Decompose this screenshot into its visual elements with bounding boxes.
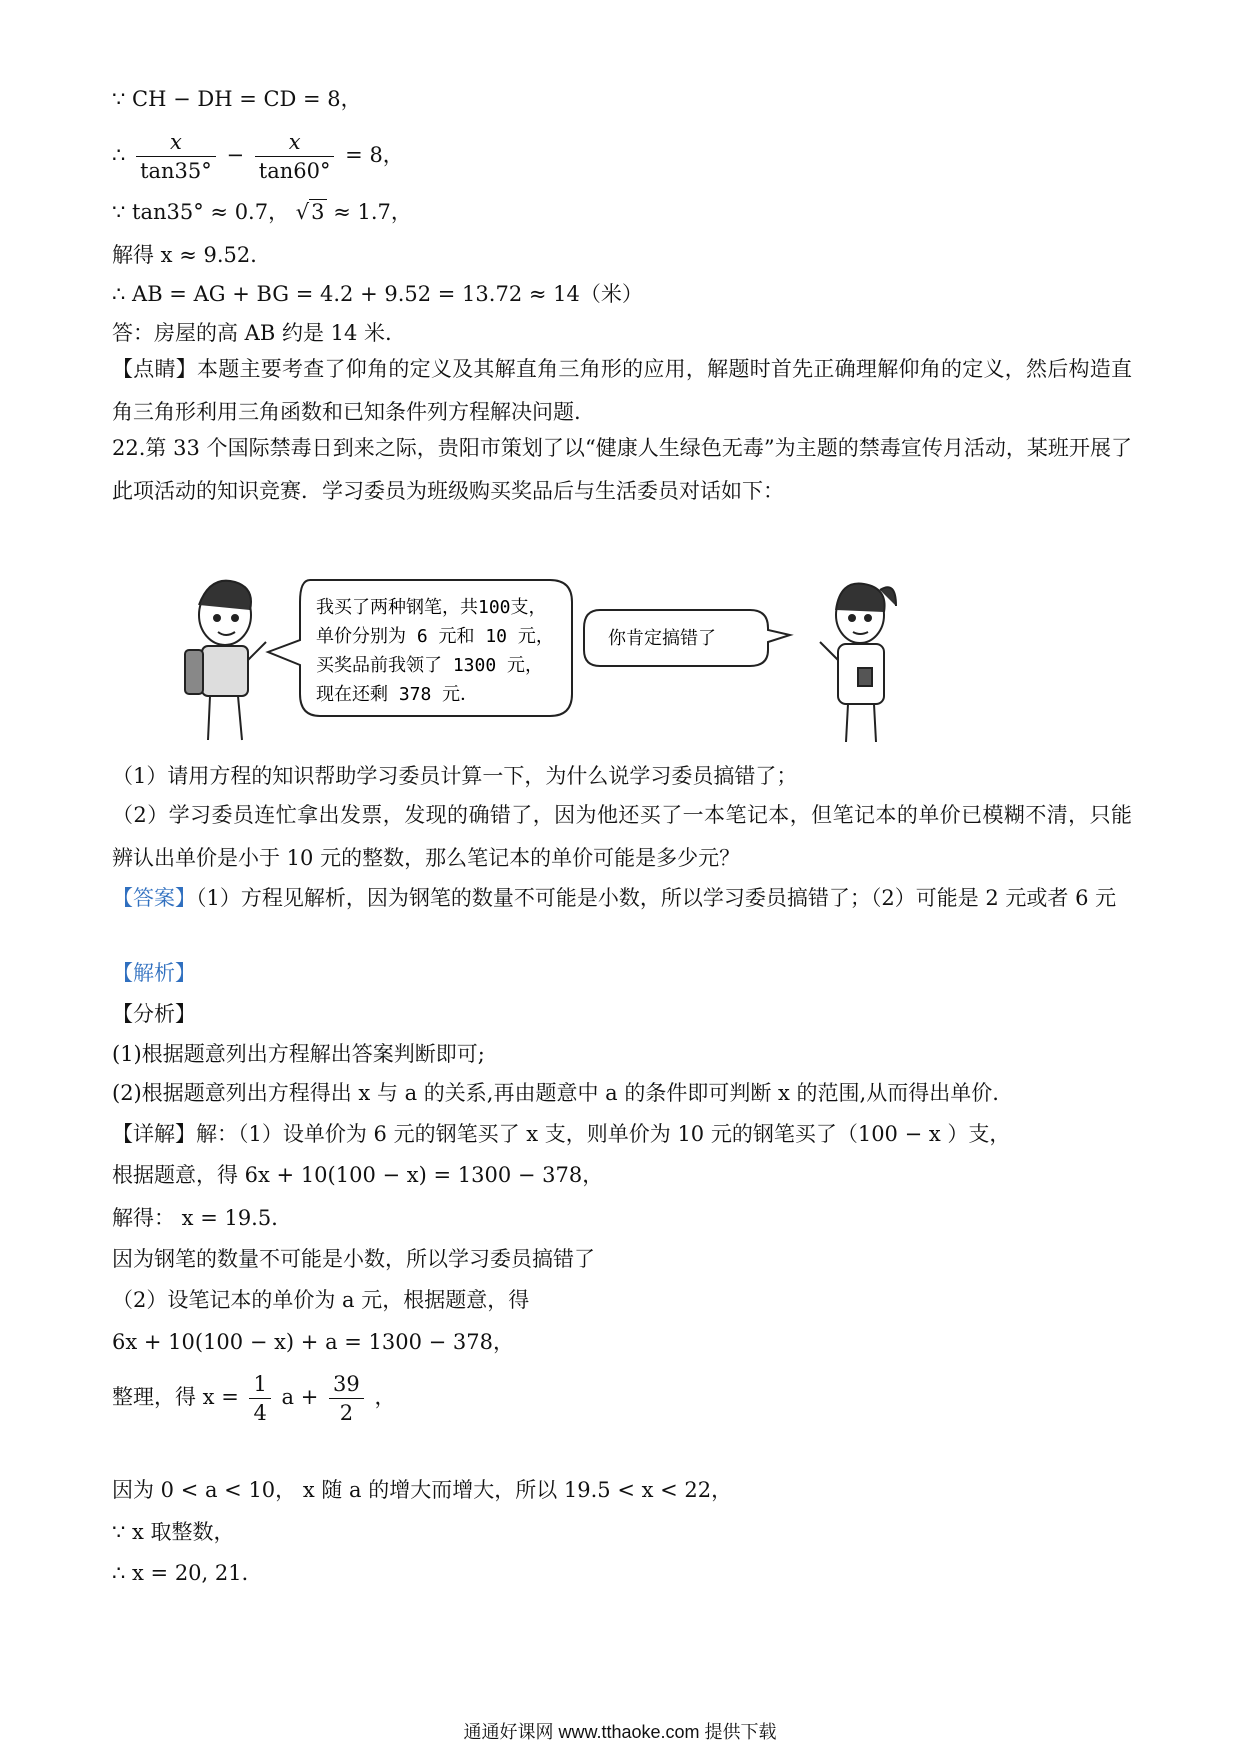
- question-22: 22.第 33 个国际禁毒日到来之际，贵阳市策划了以“健康人生绿色无毒”为主题的禁毒宣传月活动，某班开展了此项活动的知识竞赛．学习委员为班级购买奖品后与生活委员对话如下：: [112, 436, 1132, 503]
- fraction-numerator: 39: [329, 1370, 364, 1399]
- solution-step-1: 根据题意，得 6x + 10(100 − x) = 1300 − 378，: [112, 1163, 604, 1187]
- bubble1-line3: 买奖品前我领了 1300 元，: [316, 655, 544, 676]
- fraction-39-over-2: [329, 1370, 364, 1427]
- boy-figure-icon: [185, 581, 266, 740]
- dialogue-illustration: [180, 570, 960, 750]
- answer-text: （1）方程见解析，因为钢笔的数量不可能是小数，所以学习委员搞错了；（2）可能是 2 元或者 6 元: [196, 886, 1117, 910]
- solution-step-3: 因为钢笔的数量不可能是小数，所以学习委员搞错了: [112, 1247, 595, 1271]
- fraction-denominator: 4: [253, 1401, 267, 1425]
- equation-line-1: ∵ CH − DH = CD = 8，: [112, 87, 362, 111]
- sqrt-radicand: 3: [311, 200, 325, 224]
- tan35-approx: ∵ tan35° ≈ 0.7，: [112, 200, 290, 224]
- fraction-denominator: 2: [339, 1401, 354, 1425]
- sqrt-symbol: √3: [295, 200, 325, 224]
- fraction-numerator: x: [136, 128, 216, 157]
- sub-question-2: （2）学习委员连忙拿出发票，发现的确错了，因为他还买了一本笔记本，但笔记本的单价已模糊不清，只能辨认出单价是小于 10 元的整数，那么笔记本的单价可能是多少元？: [112, 803, 1132, 870]
- equation-line-3: [112, 197, 412, 227]
- bubble1-line4: 现在还剩 378 元．: [316, 684, 479, 705]
- answer-tag: 【答案】: [112, 886, 196, 910]
- solution-step-9: ∴ x = 20, 21．: [112, 1561, 263, 1585]
- page-footer: 通通好课网 www.tthaoke.com 提供下载: [463, 1722, 777, 1742]
- answer-paragraph: [112, 877, 1132, 920]
- fraction-x-over-tan60: [255, 128, 335, 185]
- fraction-denominator: tan60°: [258, 159, 331, 183]
- minus-sign: −: [226, 143, 245, 167]
- sqrt-approx: ≈ 1.7，: [333, 200, 412, 224]
- fraction-denominator: tan35°: [140, 159, 212, 183]
- equation-line-4: 解得 x ≈ 9.52．: [112, 243, 272, 267]
- fraction-one-quarter: [249, 1370, 270, 1427]
- fenxi-step-2: (2)根据题意列出方程得出 x 与 a 的关系,再由题意中 a 的条件即可判断 x 的范围,从而得出单价.: [112, 1081, 999, 1105]
- solution-step-5: 6x + 10(100 − x) + a = 1300 − 378，: [112, 1330, 515, 1354]
- answer-line: 答：房屋的高 AB 约是 14 米.: [112, 321, 392, 345]
- equation-suffix: = 8，: [345, 143, 404, 167]
- fenxi-step-1: (1)根据题意列出方程解出答案判断即可;: [112, 1042, 485, 1066]
- bubble1-line2: 单价分别为 6 元和 10 元，: [316, 626, 554, 647]
- bubble2-text: 你肯定搞错了: [608, 628, 716, 649]
- step6-middle: a +: [281, 1385, 319, 1409]
- equation-line-2: [112, 128, 404, 185]
- bubble1-line1: 我买了两种钢笔，共100支，: [316, 597, 547, 618]
- therefore-symbol: ∴: [112, 143, 126, 167]
- jiexi-tag: 【解析】: [112, 961, 196, 985]
- xiangjie-line: 【详解】解：（1）设单价为 6 元的钢笔买了 x 支，则单价为 10 元的钢笔买了（100 − x ）支，: [112, 1122, 1011, 1146]
- solution-step-4: （2）设笔记本的单价为 a 元，根据题意，得: [112, 1288, 530, 1312]
- fenxi-tag: 【分析】: [112, 1002, 196, 1026]
- solution-step-7: 因为 0 < a < 10， x 随 a 的增大而增大，所以 19.5 < x < 22，: [112, 1478, 733, 1502]
- speech-bubble-boy: [268, 580, 572, 716]
- fraction-numerator: 1: [249, 1370, 270, 1399]
- step6-prefix: 整理，得 x =: [112, 1385, 239, 1409]
- solution-step-8: ∵ x 取整数，: [112, 1520, 235, 1544]
- fraction-numerator: x: [255, 128, 335, 157]
- solution-step-6: [112, 1370, 395, 1427]
- fraction-x-over-tan35: [136, 128, 216, 185]
- speech-bubble-girl: [584, 610, 790, 666]
- step6-suffix: ，: [374, 1385, 396, 1409]
- sub-question-1: （1）请用方程的知识帮助学习委员计算一下，为什么说学习委员搞错了；: [112, 764, 798, 788]
- girl-figure-icon: [820, 584, 896, 742]
- equation-line-5: ∴ AB = AG + BG = 4.2 + 9.52 = 13.72 ≈ 14（米）: [112, 282, 643, 306]
- dianjing-paragraph: 【点睛】本题主要考查了仰角的定义及其解直角三角形的应用，解题时首先正确理解仰角的定义，然后构造直角三角形利用三角函数和已知条件列方程解决问题.: [112, 357, 1132, 424]
- solution-step-2: 解得： x = 19.5．: [112, 1206, 293, 1230]
